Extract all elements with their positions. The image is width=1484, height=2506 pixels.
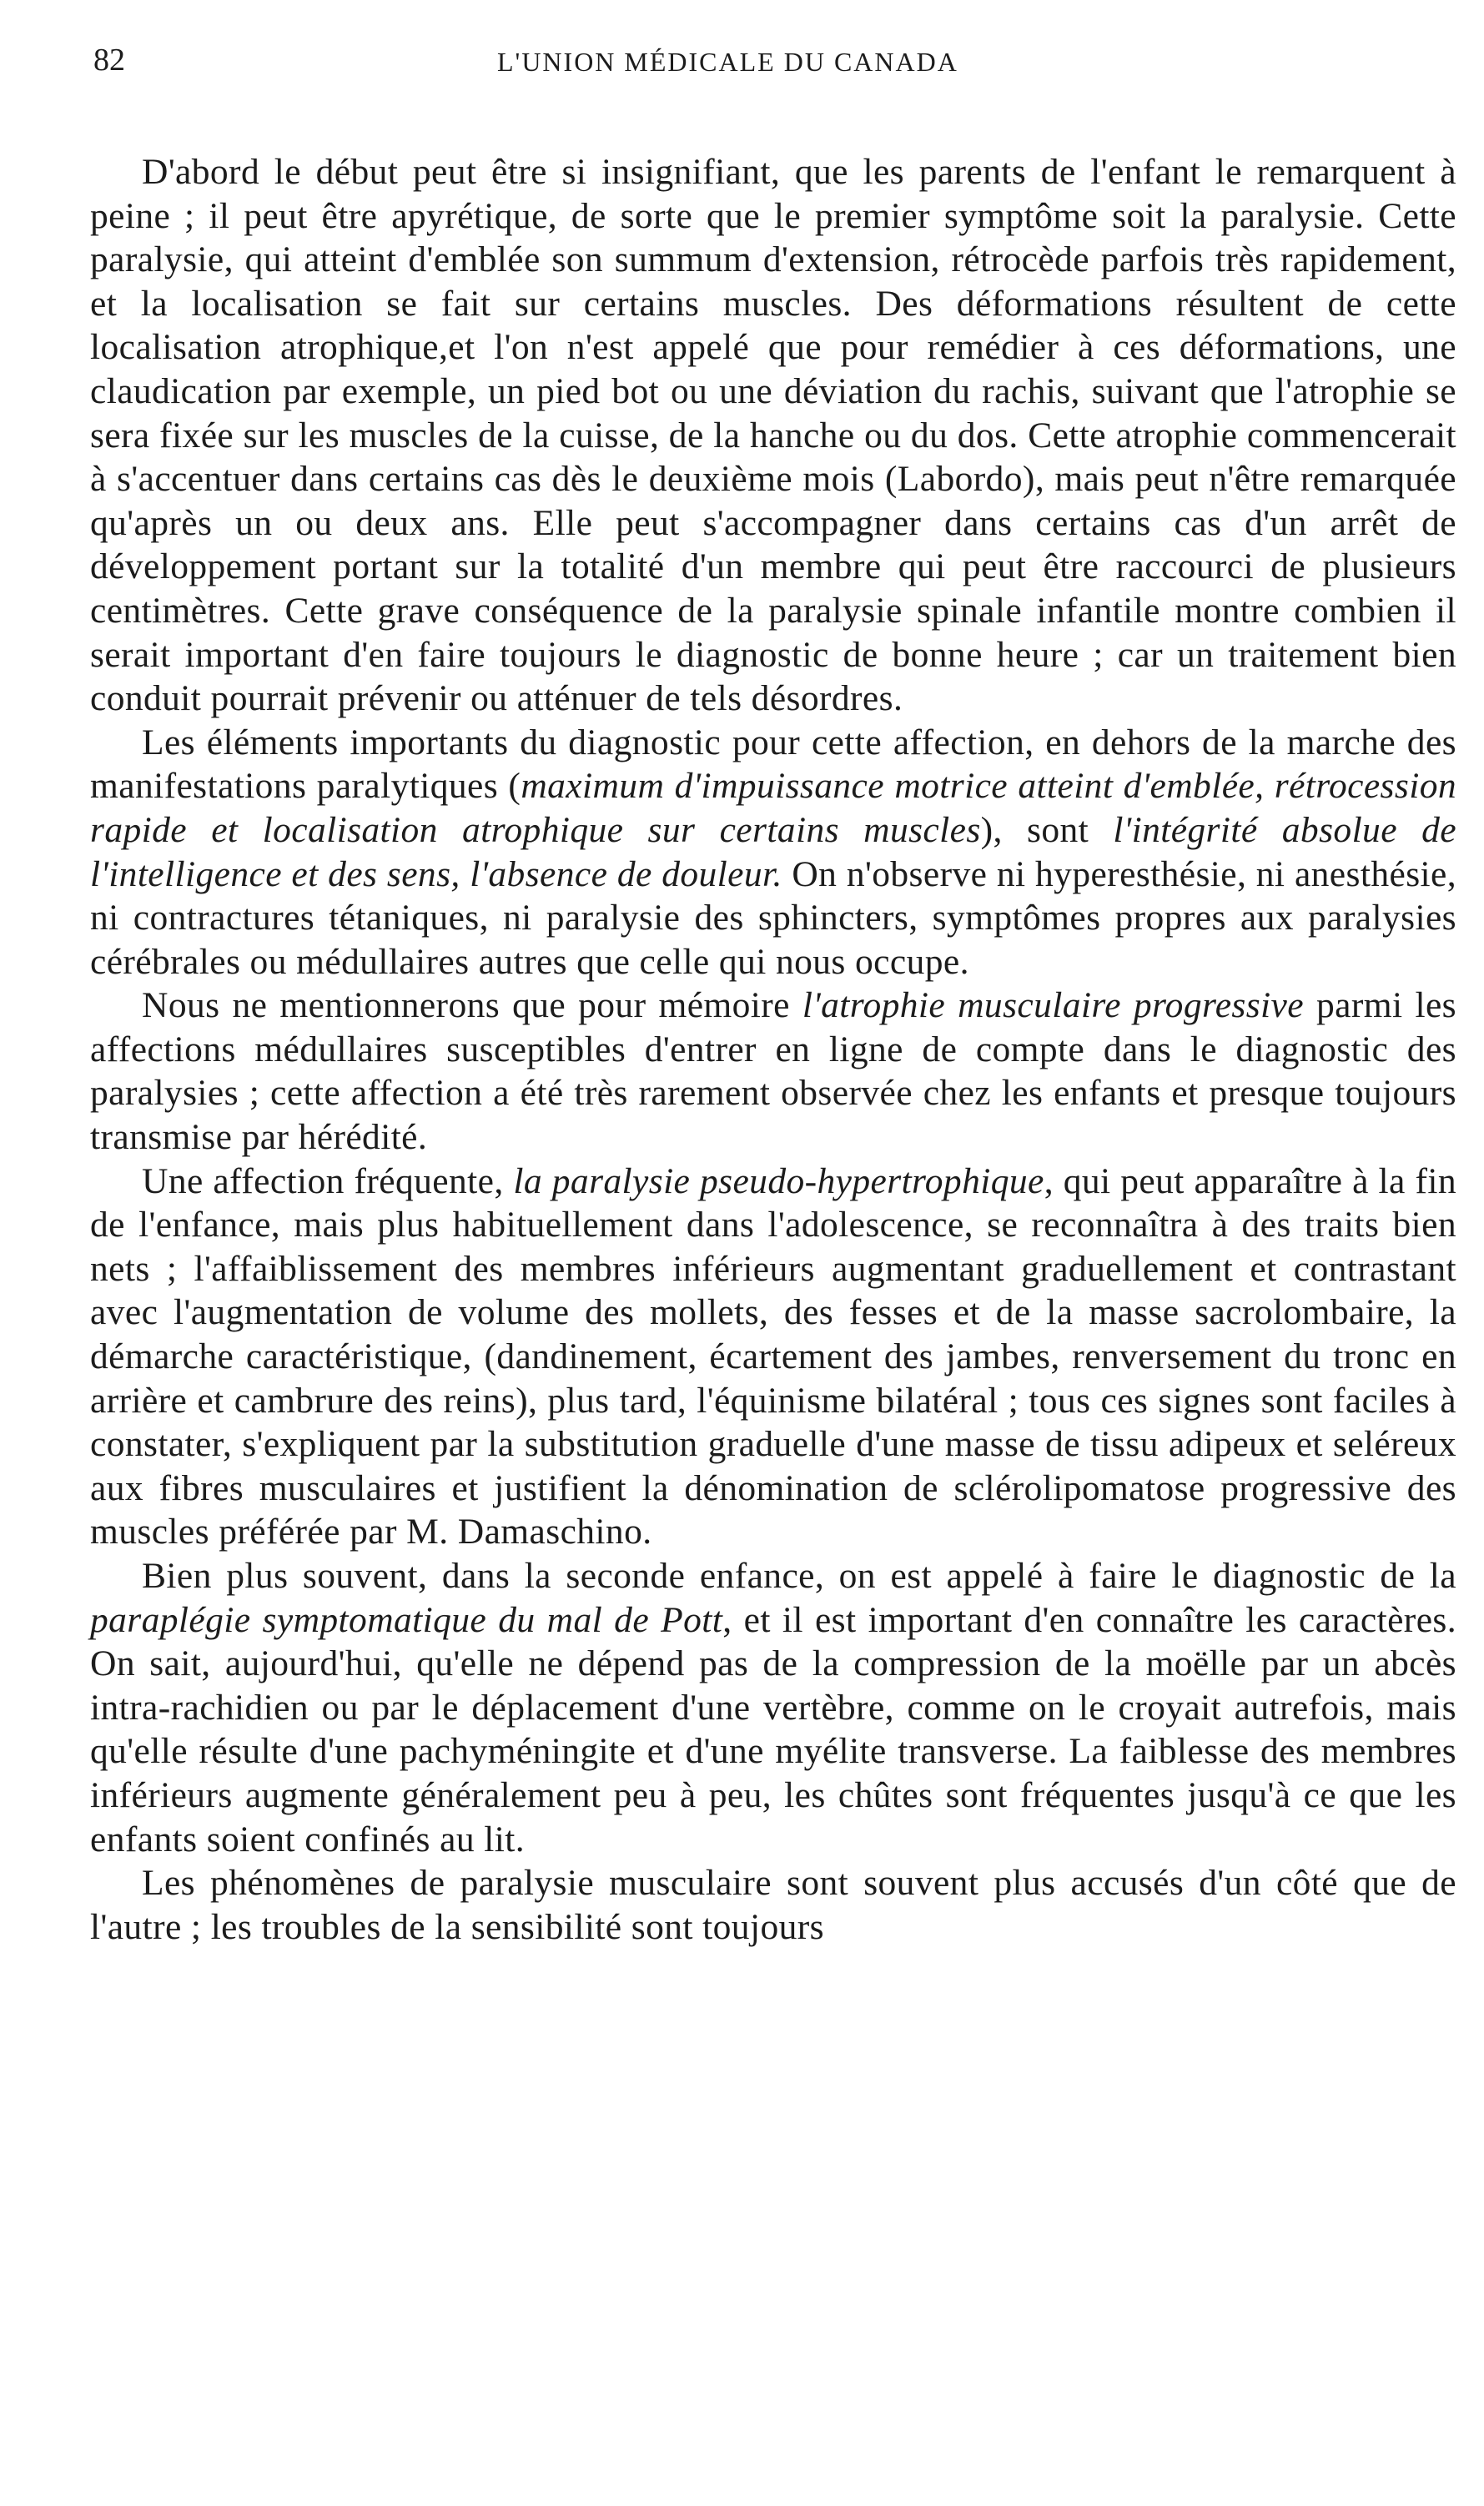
italic-text: l'atrophie musculaire progressive <box>802 985 1304 1026</box>
italic-text: paraplégie symptomatique du mal de Pott <box>90 1599 723 1640</box>
page-number: 82 <box>93 43 125 78</box>
italic-text: l'intégrité absolue de l'intelligence et des sens, l'absence de douleur. <box>90 809 1456 894</box>
text-segment: Bien plus souvent, dans la seconde enfance, on est appelé à faire le diagnostic de la <box>142 1556 1456 1596</box>
text-segment: D'abord le début peut être si insignifiant, que les parents de l'enfant le remarquent à peine ; il peut être apyrétique, de sorte que le premier symptôme soit la paralysie. Cette paralysie, qui atteint d'emblée son summum d'extension, rétrocède parfois très rapidement, et la localisation se fait sur certains muscles. Des déformations résultent de cette localisation atrophique,et l'on n'est appelé que pour remédier à ces déformations, une claudication par exemple, un pied bot ou une déviation du rachis, suivant que l'atrophie se sera fixée sur les muscles de la cuisse, de la hanche ou du dos. Cette atrophie commencerait à s'accentuer dans certains cas dès le deuxième mois (Labordo), mais peut n'être remarquée qu'après un ou deux ans. Elle peut s'accompagner dans certains cas d'un arrêt de développement portant sur la totalité d'un membre qui peut être raccourci de plusieurs centimètres. Cette grave conséquence de la paralysie spinale infantile montre combien il serait important d'en faire toujours le diagnostic de bonne heure ; car un traitement bien conduit pourrait prévenir ou atténuer de tels désordres. <box>90 152 1456 719</box>
text-segment: ), sont <box>980 809 1114 850</box>
text-segment: Une affection fréquente, <box>142 1160 514 1201</box>
paragraph <box>90 721 1456 984</box>
paragraph <box>90 150 1456 721</box>
text-segment: , et il est important d'en connaître les caractères. On sait, aujourd'hui, qu'elle ne dépend pas de la compression de la moëlle par un abcès intra-rachidien ou par le déplacement d'une vertèbre, comme on le croyait autrefois, mais qu'elle résulte d'une pachyméningite et d'une myélite transverse. La faiblesse des membres inférieurs augmente généralement peu à peu, les chûtes sont fréquentes jusqu'à ce que les enfants soient confinés au lit. <box>90 1599 1456 1859</box>
text-segment: parmi les affections médullaires susceptibles d'entrer en ligne de compte dans le diagnostic des paralysies ; cette affection a été très rarement observée chez les enfants et presque toujours transmise par hérédité. <box>90 985 1456 1158</box>
text-segment: Les phénomènes de paralysie musculaire sont souvent plus accusés d'un côté que de l'autre ; les troubles de la sensibilité sont toujours <box>90 1863 1456 1947</box>
paragraph <box>90 1554 1456 1861</box>
paragraph <box>90 1160 1456 1554</box>
journal-title: L'UNION MÉDICALE DU CANADA <box>497 47 958 77</box>
text-segment: , qui peut apparaître à la fin de l'enfance, mais plus habituellement dans l'adolescence, se reconnaîtra à des traits bien nets ; l'affaiblissement des membres inférieurs augmentant graduellement et contrastant avec l'augmentation de volume des mollets, des fesses et de la masse sacrolombaire, la démarche caractéristique, (dandinement, écartement des jambes, renversement du tronc en arrière et cambrure des reins), plus tard, l'équinisme bilatéral ; tous ces signes sont faciles à constater, s'expliquent par la substitution graduelle d'une masse de tissu adipeux et seléreux aux fibres musculaires et justifient la dénomination de sclérolipomatose progressive des muscles préférée par M. Damaschino. <box>90 1160 1457 1552</box>
paragraph <box>90 1861 1456 1949</box>
text-segment: Les éléments importants du diagnostic pour cette affection, en dehors de la marche des manifestations paralytiques ( <box>90 722 1456 807</box>
italic-text: maximum d'impuissance motrice atteint d'emblée, rétrocession rapide et localisation atrophique sur certains muscles <box>90 766 1457 850</box>
paragraph <box>90 984 1456 1159</box>
running-head <box>90 42 1467 85</box>
text-segment: Nous ne mentionnerons que pour mémoire <box>142 985 802 1026</box>
text-segment: On n'observe ni hyperesthésie, ni anesthésie, ni contractures tétaniques, ni paralysie des sphincters, symptômes propres aux paralysies cérébrales ou médullaires autres que celle qui nous occupe. <box>90 853 1456 982</box>
body-text <box>90 150 1456 1949</box>
italic-text: la paralysie pseudo-hypertrophique <box>513 1160 1044 1201</box>
